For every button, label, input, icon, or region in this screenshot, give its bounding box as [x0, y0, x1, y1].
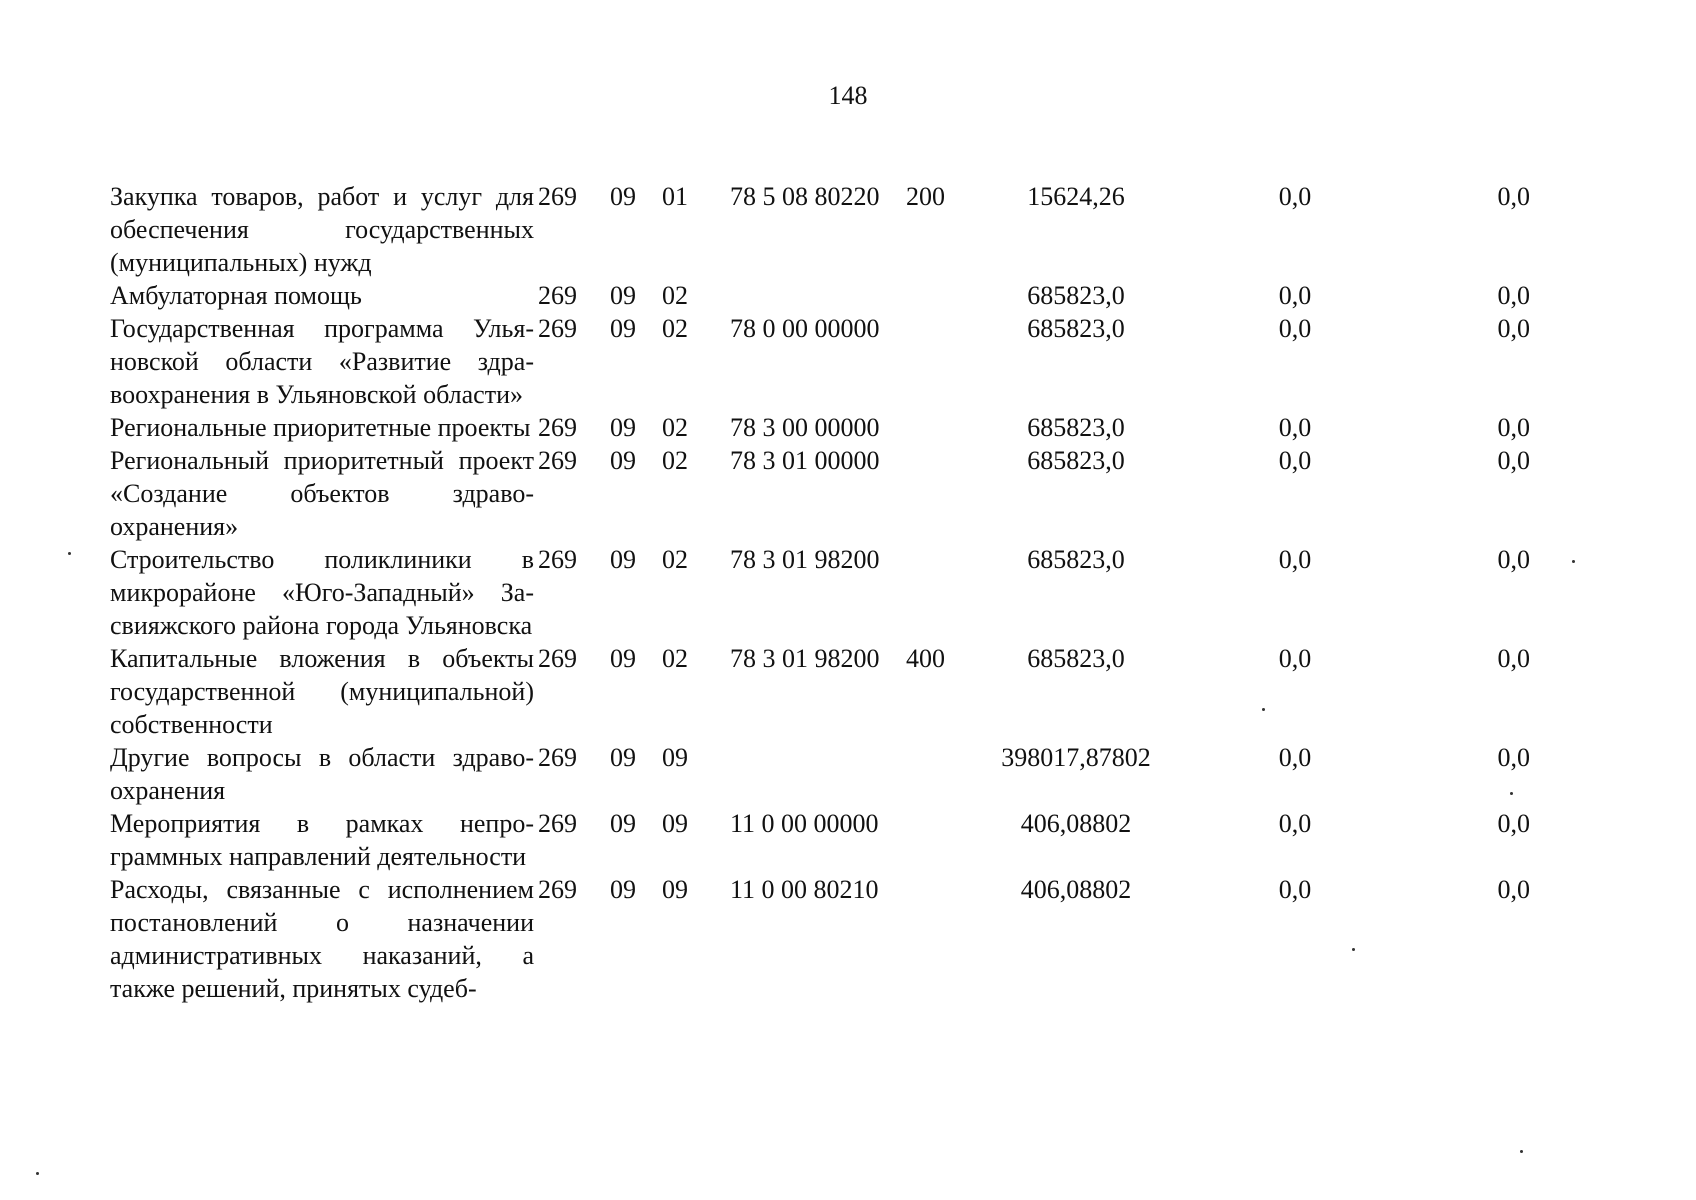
row-csr: 78 0 00 00000	[730, 314, 880, 343]
page-number: 148	[828, 81, 868, 110]
row-sum-3: 0,0	[1497, 446, 1530, 475]
row-ved: 269	[538, 182, 577, 211]
row-sum-1: 685823,0	[1027, 281, 1125, 310]
row-rz: 09	[610, 644, 636, 673]
row-name: Региональные приоритетные проекты	[110, 413, 531, 442]
row-sum-3: 0,0	[1497, 545, 1530, 574]
row-sum-2: 0,0	[1278, 413, 1312, 442]
row-rz: 09	[610, 182, 636, 211]
row-csr	[730, 279, 906, 312]
row-vr	[906, 741, 966, 807]
row-vr: 200	[906, 182, 945, 211]
row-ved: 269	[538, 545, 577, 574]
row-vr	[906, 807, 966, 873]
row-sum-1: 398017,87802	[1001, 743, 1151, 772]
row-vr	[906, 312, 966, 411]
row-sum-2: 0,0	[1278, 314, 1312, 343]
row-rz: 09	[610, 413, 636, 442]
row-pr: 09	[662, 875, 688, 904]
row-csr	[730, 741, 906, 807]
row-rz: 09	[610, 743, 636, 772]
row-sum-2: 0,0	[1278, 281, 1312, 310]
row-sum-2: 0,0	[1278, 809, 1312, 838]
row-csr: 78 3 01 98200	[730, 644, 880, 673]
row-sum-1: 685823,0	[1027, 644, 1125, 673]
row-ved: 269	[538, 743, 577, 772]
row-ved: 269	[538, 314, 577, 343]
row-vr: 400	[906, 644, 945, 673]
table-row	[110, 312, 1530, 411]
row-csr: 11 0 00 00000	[730, 809, 879, 838]
row-sum-2: 0,0	[1278, 545, 1312, 574]
row-sum-1: 685823,0	[1027, 314, 1125, 343]
row-name: Закупка товаров, работ и услуг для обеспечения государственных (муниципальных) нужд	[110, 182, 534, 277]
row-csr: 78 5 08 80220	[730, 182, 880, 211]
row-name: Капитальные вложения в объекты государственной (муниципальной) собственности	[110, 644, 534, 739]
row-sum-3: 0,0	[1497, 875, 1530, 904]
row-rz: 09	[610, 545, 636, 574]
row-csr: 78 3 00 00000	[730, 413, 880, 442]
table-row	[110, 807, 1530, 873]
row-pr: 02	[662, 545, 688, 574]
table-row	[110, 279, 1530, 312]
row-name: Государственная программа Ульяновской области «Развитие здравоохранения в Ульяновской области»	[110, 314, 534, 409]
row-ved: 269	[538, 413, 577, 442]
row-rz: 09	[610, 281, 636, 310]
row-sum-3: 0,0	[1497, 644, 1530, 673]
row-sum-1: 406,08802	[1020, 809, 1132, 838]
row-sum-1: 685823,0	[1027, 413, 1125, 442]
row-sum-3: 0,0	[1497, 743, 1530, 772]
row-pr: 02	[662, 413, 688, 442]
row-ved: 269	[538, 281, 577, 310]
table-row	[110, 180, 1530, 279]
row-name: Строительство поликлиники в микрорайоне «Юго-Западный» Засвияжского района города Ульяновска	[110, 545, 534, 640]
row-pr: 09	[662, 809, 688, 838]
row-sum-2: 0,0	[1278, 743, 1312, 772]
row-ved: 269	[538, 809, 577, 838]
table-row	[110, 444, 1530, 543]
scan-speck	[36, 1172, 39, 1175]
budget-table	[110, 180, 1530, 1005]
row-ved: 269	[538, 446, 577, 475]
table-row	[110, 873, 1530, 1005]
row-csr: 78 3 01 00000	[730, 446, 880, 475]
row-rz: 09	[610, 809, 636, 838]
row-pr: 02	[662, 644, 688, 673]
row-rz: 09	[610, 875, 636, 904]
row-sum-3: 0,0	[1497, 182, 1530, 211]
row-ved: 269	[538, 875, 577, 904]
row-pr: 09	[662, 743, 688, 772]
row-sum-1: 406,08802	[1020, 875, 1132, 904]
row-vr	[906, 411, 966, 444]
row-ved: 269	[538, 644, 577, 673]
row-vr	[906, 279, 966, 312]
table-row	[110, 543, 1530, 642]
table-row	[110, 411, 1530, 444]
scan-speck	[1572, 560, 1575, 563]
row-rz: 09	[610, 446, 636, 475]
row-sum-1: 15624,26	[1027, 182, 1125, 211]
row-sum-2: 0,0	[1278, 182, 1312, 211]
row-sum-2: 0,0	[1278, 875, 1312, 904]
row-sum-3: 0,0	[1497, 809, 1530, 838]
scan-speck	[1510, 792, 1513, 795]
table-row	[110, 642, 1530, 741]
scan-speck	[68, 552, 71, 555]
row-rz: 09	[610, 314, 636, 343]
row-name: Другие вопросы в области здравоохранения	[110, 743, 534, 805]
row-csr: 78 3 01 98200	[730, 545, 880, 574]
scan-speck	[1520, 1150, 1523, 1153]
scan-speck	[1262, 708, 1265, 711]
table-row	[110, 741, 1530, 807]
row-vr	[906, 444, 966, 543]
row-sum-3: 0,0	[1497, 314, 1530, 343]
row-pr: 01	[662, 182, 688, 211]
row-pr: 02	[662, 281, 688, 310]
row-name: Амбулаторная помощь	[110, 281, 362, 310]
row-sum-3: 0,0	[1497, 413, 1530, 442]
scan-speck	[1352, 948, 1355, 951]
row-name: Региональный приоритетный проект «Создание объектов здравоохранения»	[110, 446, 534, 541]
row-vr	[906, 543, 966, 642]
row-sum-1: 685823,0	[1027, 446, 1125, 475]
row-name: Мероприятия в рамках непрограммных направлений деятельности	[110, 809, 534, 871]
row-sum-2: 0,0	[1278, 446, 1312, 475]
row-sum-2: 0,0	[1278, 644, 1312, 673]
row-csr: 11 0 00 80210	[730, 875, 879, 904]
row-sum-1: 685823,0	[1027, 545, 1125, 574]
row-vr	[906, 873, 966, 1005]
row-pr: 02	[662, 446, 688, 475]
row-name: Расходы, связанные с исполнением постановлений о назначении административных наказаний, а также решений, принятых судеб-	[110, 875, 534, 1003]
row-pr: 02	[662, 314, 688, 343]
row-sum-3: 0,0	[1497, 281, 1530, 310]
